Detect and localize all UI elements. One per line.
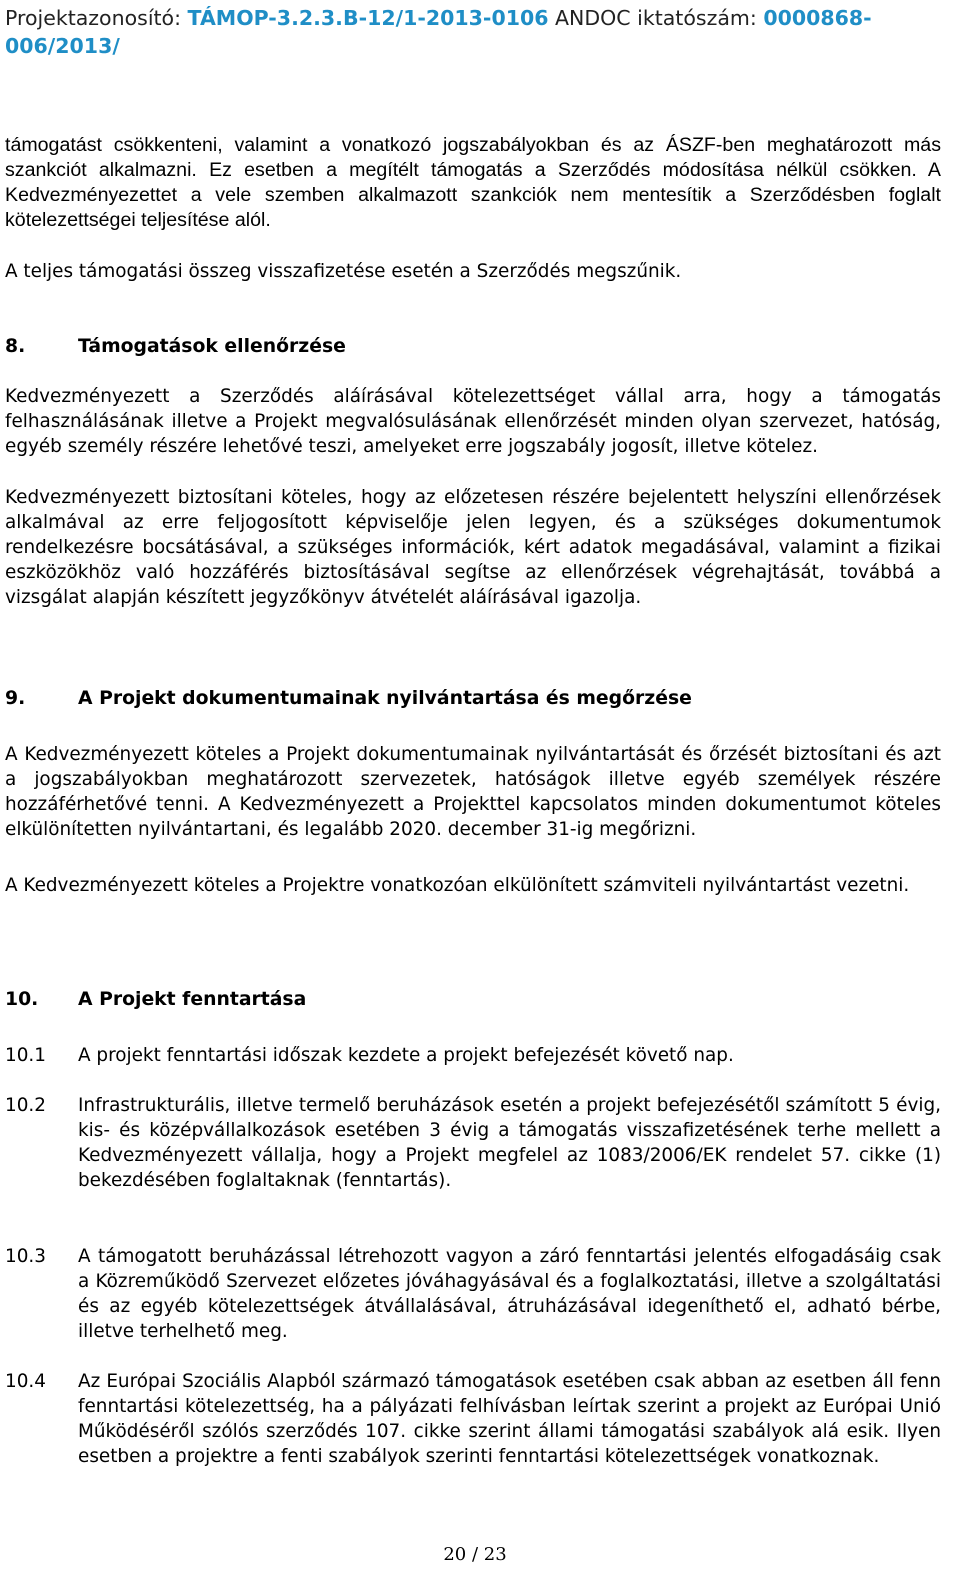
project-id: TÁMOP-3.2.3.B-12/1-2013-0106 xyxy=(187,6,549,30)
item-text: Infrastrukturális, illetve termelő beruházások esetén a projekt befejezésétől számított 5 évig, kis- és középvállalkozások esetében 3 évig a támogatás visszafizetésének terhe mellett a Kedvezményezett vállalja, hogy a Projekt megfelel az 1083/2006/EK rendelet 57. cikke (1) bekezdésében foglaltaknak (fenntartás). xyxy=(78,1095,941,1191)
intro-paragraph-1: támogatást csökkenteni, valamint a vonatkozó jogszabályokban és az ÁSZF-ben meghatározott más szankciót alkalmazni. Ez esetben a megítélt támogatás a Szerződés módosítása nélkül csökken. A Kedvezményezettet a vele szemben alkalmazott szankciók nem mentesítik a Szerződésben foglalt kötelezettségei teljesítése alól. xyxy=(5,134,941,231)
item-number: 10.1 xyxy=(5,1045,46,1066)
section-number: 10. xyxy=(5,989,39,1010)
section-number: 8. xyxy=(5,336,26,357)
section-title: A Projekt fenntartása xyxy=(78,989,307,1010)
section-title: A Projekt dokumentumainak nyilvántartása és megőrzése xyxy=(78,688,692,709)
page-number: 20 / 23 xyxy=(443,1544,507,1565)
andoc-number: 0000868-006/2013/ xyxy=(5,6,872,58)
section-8-paragraph-2: Kedvezményezett biztosítani köteles, hogy az előzetesen részére bejelentett helyszíni ellenőrzések alkalmával az erre feljogosított képviselője jelen legyen, és a szükséges dokumentumok rendelkezésre bocsátásával, a szükséges információk, kért adatok megadásával, valamint a fizikai eszközökhöz való hozzáférés biztosításával segítse az ellenőrzések végrehajtását, továbbá a vizsgálat alapján készített jegyzőkönyv átvételét aláírásával igazolja. xyxy=(5,487,941,608)
section-title: Támogatások ellenőrzése xyxy=(78,336,346,357)
item-number: 10.3 xyxy=(5,1246,46,1267)
section-9-paragraph-2: A Kedvezményezett köteles a Projektre vonatkozóan elkülönített számviteli nyilvántartást vezetni. xyxy=(5,875,910,896)
section-8-paragraph-1: Kedvezményezett a Szerződés aláírásával kötelezettséget vállal arra, hogy a támogatás felhasználásának illetve a Projekt megvalósulásának ellenőrzését minden olyan szervezet, hatóság, egyéb személy részére lehetővé teszi, amelyeket erre jogszabály jogosít, illetve kötelez. xyxy=(5,386,941,457)
item-text: Az Európai Szociális Alapból származó támogatások esetében csak abban az esetben áll fenn fenntartási kötelezettség, ha a pályázati felhívásban leírtak szerint a projekt az Európai Unió Működéséről szólós szerződés 107. cikke szerint állami támogatási szabályok alá esik. Ilyen esetben a projektre a fenti szabályok szerinti fenntartási kötelezettségek vonatkoznak. xyxy=(78,1371,941,1467)
andoc-label: ANDOC iktatószám: xyxy=(555,6,757,30)
item-number: 10.4 xyxy=(5,1371,46,1392)
item-number: 10.2 xyxy=(5,1095,46,1116)
section-9-paragraph-1: A Kedvezményezett köteles a Projekt dokumentumainak nyilvántartását és őrzését biztosítani és azt a jogszabályokban meghatározott szervezetek, hatóságok illetve egyéb személyek részére hozzáférhetővé tenni. A Kedvezményezett a Projekttel kapcsolatos minden dokumentumot köteles elkülönítetten nyilvántartani, és legalább 2020. december 31-ig megőrizni. xyxy=(5,744,941,840)
project-id-label: Projektazonosító: xyxy=(5,6,182,30)
item-text: A támogatott beruházással létrehozott vagyon a záró fenntartási jelentés elfogadásáig csak a Közreműködő Szervezet előzetes jóváhagyásával és a foglalkoztatási, illetve a szolgáltatási és az egyéb kötelezettségek átvállalásával, átruházásával idegeníthető el, adható bérbe, illetve terhelhető meg. xyxy=(78,1246,941,1342)
item-text: A projekt fenntartási időszak kezdete a projekt befejezését követő nap. xyxy=(78,1045,734,1066)
section-number: 9. xyxy=(5,688,26,709)
intro-paragraph-2: A teljes támogatási összeg visszafizetése esetén a Szerződés megszűnik. xyxy=(5,261,682,282)
page-header xyxy=(5,4,950,60)
